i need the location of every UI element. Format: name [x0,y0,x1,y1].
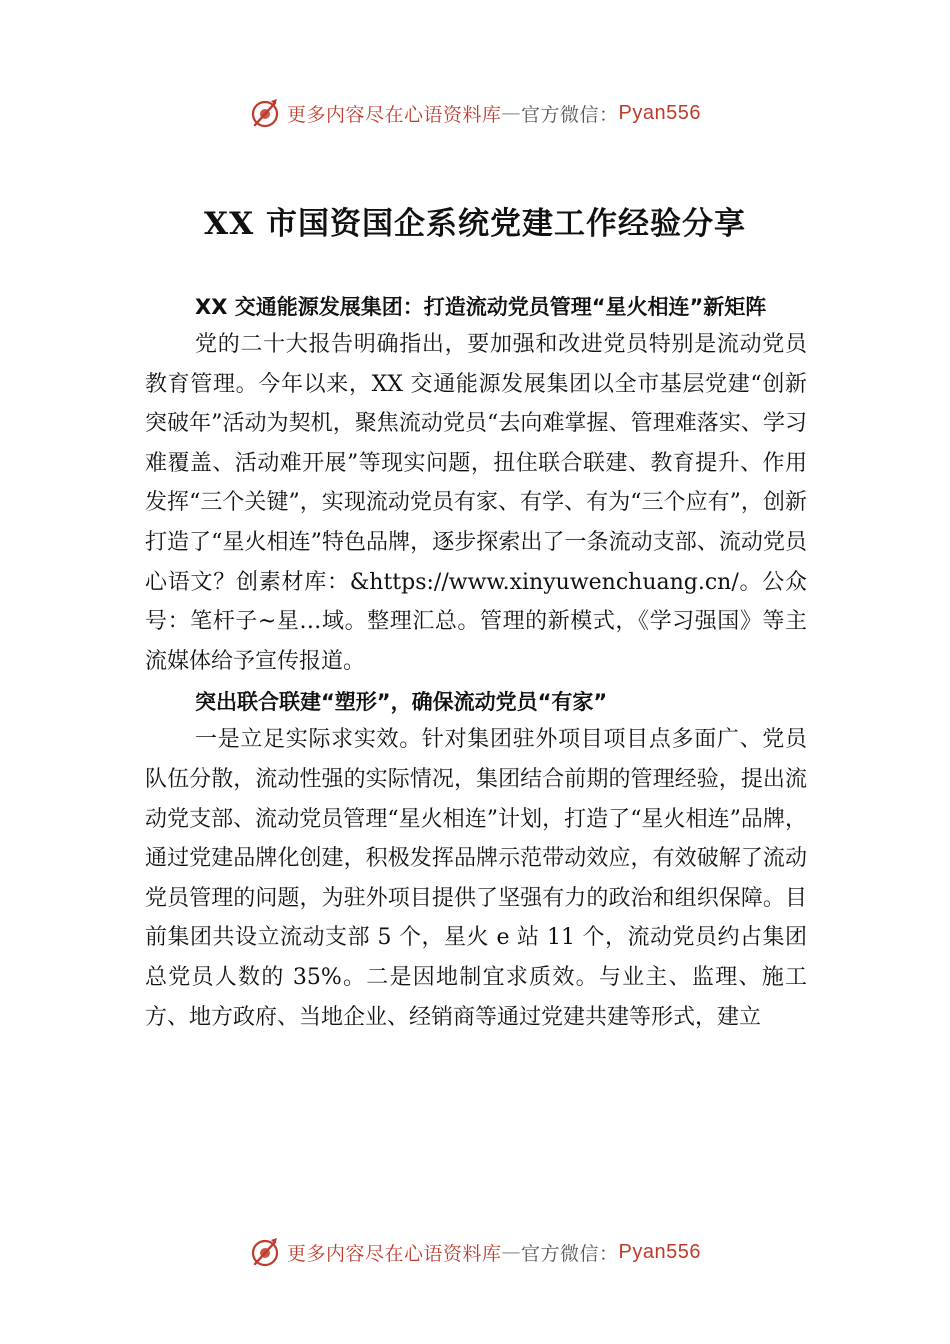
footer-banner [0,1232,950,1272]
section-heading-1: XX 交通能源发展集团：打造流动党员管理“星火相连”新矩阵 [195,295,767,319]
banner-wechat-label: 官方微信： [521,103,619,126]
banner-main-text: 更多内容尽在心语资料库 [287,103,502,126]
banner-wechat-id: Pyan556 [618,1240,701,1263]
header-banner [0,93,950,133]
banner-wechat-label: 官方微信： [521,1242,619,1265]
section-paragraph-2: 一是立足实际求实效。针对集团驻外项目项目点多面广、党员队伍分散，流动性强的实际情况，集团结合前期的管理经验，提出流动党支部、流动党员管理“星火相连”计划，打造了“星火相连”品牌，通过党建品牌化创建，积极发挥品牌示范带动效应，有效破解了流动党员管理的问题，为驻外项目提供了坚强有力的政治和组织保障。目前集团共设立流动支部 5 个，星火 e 站 11 个，流动党员约占集团总党员人数的 35%。二是因地制宜求质效。与业主、监理、施工方、地方政府、当地企业、经销商等通过党建共建等形式，建立 [145,727,807,1030]
document-body [145,294,807,1037]
banner-main-text: 更多内容尽在心语资料库 [287,1242,502,1265]
brush-logo-icon [249,97,281,129]
section-heading-2: 突出联合联建“塑形”，确保流动党员“有家” [195,690,608,715]
page-title: XX 市国资国企系统党建工作经验分享 [204,206,746,242]
banner-dash: — [501,102,522,124]
banner-dash: — [501,1241,522,1263]
section-paragraph-1: 党的二十大报告明确指出，要加强和改进党员特别是流动党员教育管理。今年以来，XX 交通能源发展集团以全市基层党建“创新突破年”活动为契机，聚焦流动党员“去向难掌握、管理难落实、学习难覆盖、活动难开展”等现实问题，扭住联合联建、教育提升、作用发挥“三个关键”，实现流动党员有家、有学、有为“三个应有”，创新打造了“星火相连”特色品牌，逐步探索出了一条流动支部、流动党员心语文？创素材库：&https://www.xinyuwenchuang.cn/。公众号：笔杆子~星…域。整理汇总。管理的新模式，《学习强国》等主流媒体给予宣传报道。 [145,332,807,674]
brush-logo-icon [249,1236,281,1268]
banner-wechat-id: Pyan556 [618,101,701,124]
